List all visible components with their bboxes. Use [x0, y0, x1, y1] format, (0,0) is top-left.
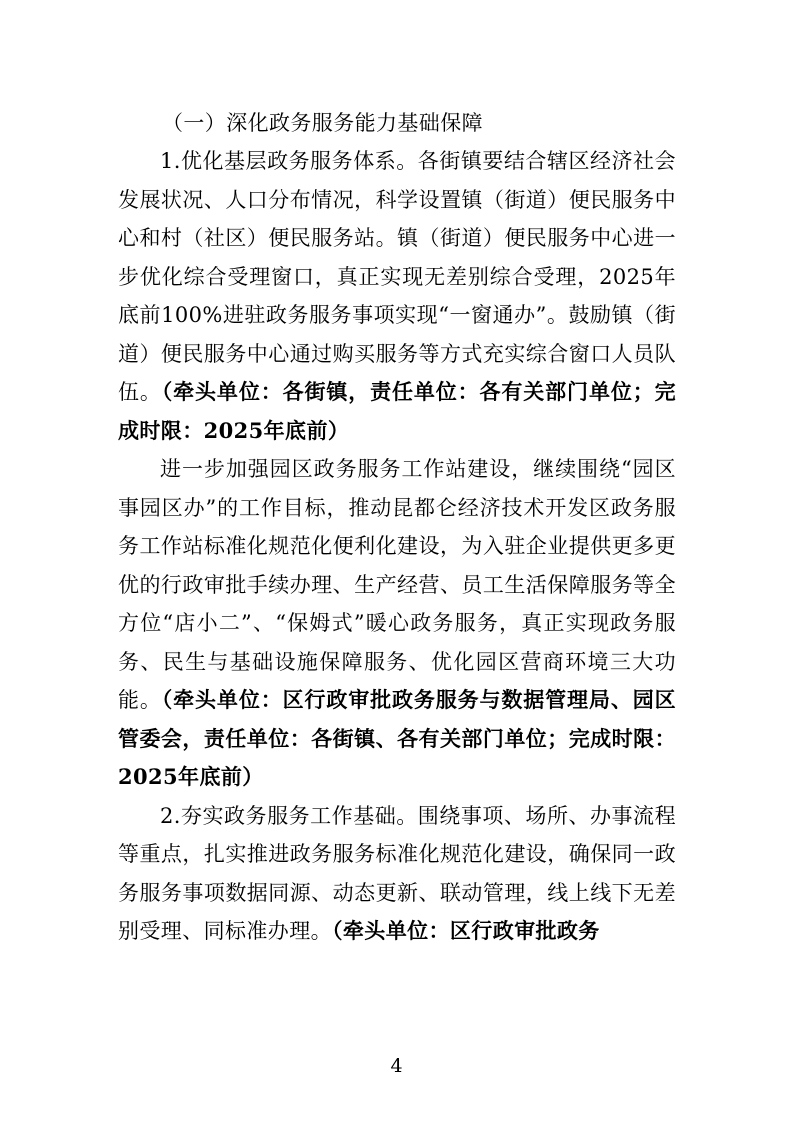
- paragraph: [118, 450, 676, 797]
- responsibility-note: （牵头单位：各街镇，责任单位：各有关部门单位；完成时限：2025年底前）: [118, 379, 676, 443]
- section-heading: （一）深化政务服务能力基础保障: [162, 111, 483, 135]
- paragraph-body: 2.夯实政务服务工作基础。围绕事项、场所、办事流程等重点，扎实推进政务服务标准化规范化建设，确保同一政务服务事项数据同源、动态更新、联动管理，线上线下无差别受理、同标准办理。: [118, 803, 676, 943]
- responsibility-note: （牵头单位：区行政审批政务: [332, 918, 600, 943]
- responsibility-note: （牵头单位：区行政审批政务服务与数据管理局、园区管委会，责任单位：各街镇、各有关部门单位；完成时限：2025年底前）: [118, 687, 676, 789]
- paragraph: [118, 797, 676, 951]
- paragraph-body: 1.优化基层政务服务体系。各街镇要结合辖区经济社会发展状况、人口分布情况，科学设置镇（街道）便民服务中心和村（社区）便民服务站。镇（街道）便民服务中心进一步优化综合受理窗口，真正实现无差别综合受理，2025年底前100%进驻政务服务事项实现“一窗通办”。鼓励镇（街道）便民服务中心通过购买服务等方式充实综合窗口人员队伍。: [118, 149, 676, 404]
- paragraph: [118, 142, 676, 450]
- body-text: [118, 142, 676, 951]
- page-number: 4: [390, 1055, 403, 1077]
- paragraph-body: 进一步加强园区政务服务工作站建设，继续围绕“园区事园区办”的工作目标，推动昆都仑经济技术开发区政务服务工作站标准化规范化便利化建设，为入驻企业提供更多更优的行政审批手续办理、生产经营、员工生活保障服务等全方位“店小二”、“保姆式”暖心政务服务，真正实现政务服务、民生与基础设施保障服务、优化园区营商环境三大功能。: [118, 457, 676, 712]
